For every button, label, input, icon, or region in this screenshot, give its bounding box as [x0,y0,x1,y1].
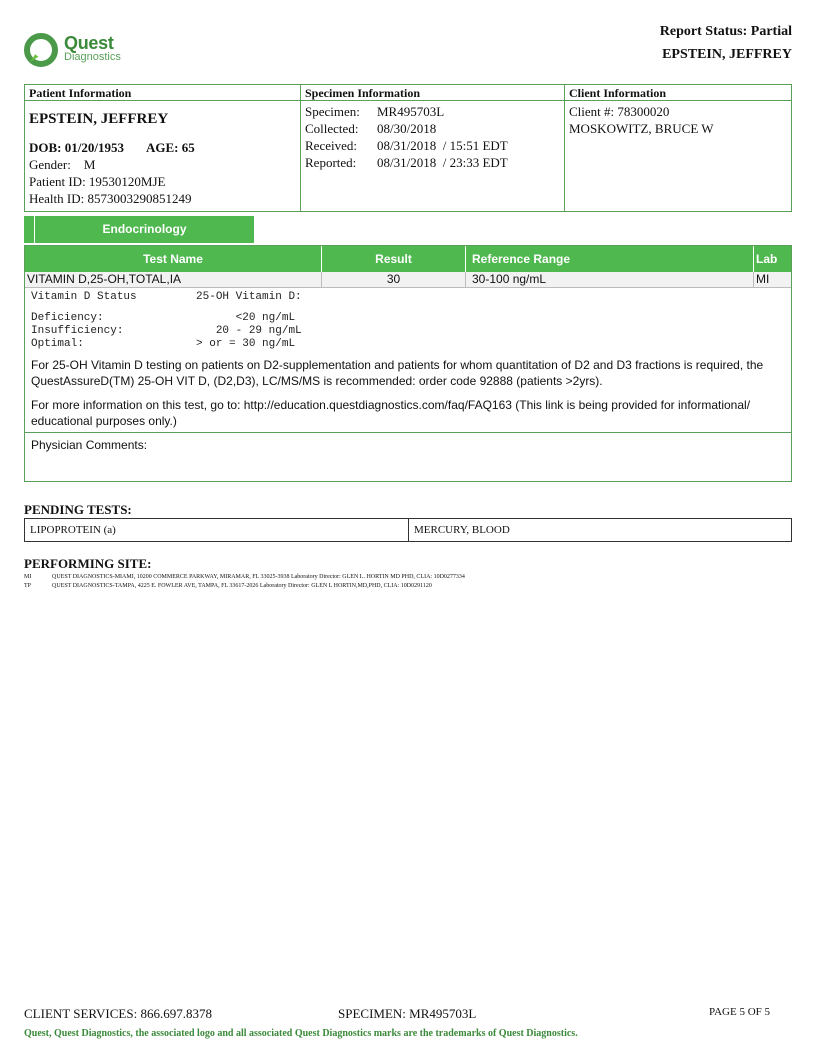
patient-gender: Gender: M [29,157,96,172]
header-patient-name: EPSTEIN, JEFFREY [662,47,792,62]
logo-sub: Diagnostics [64,51,121,63]
section-label: Endocrinology [34,216,254,243]
test-name: VITAMIN D,25-OH,TOTAL,IA [25,272,322,287]
patient-name: EPSTEIN, JEFFREY [29,111,169,127]
client-number: Client #: 78300020 [569,104,670,119]
dob-line [25,128,300,156]
page-number: PAGE 5 OF 5 [709,1006,771,1018]
report-status: Report Status: Partial [659,24,792,39]
client-services: CLIENT SERVICES: 866.697.8378 [24,1006,212,1021]
client-info-header: Client Information [565,85,791,101]
client-name: MOSKOWITZ, BRUCE W [569,121,714,136]
specimen-value: MR495703L [377,104,445,119]
performing-site-title: PERFORMING SITE: [24,556,152,571]
section-tab-endocrinology [24,216,254,243]
range-optimal: Optimal: > or = 30 ng/mL [31,338,296,350]
patient-id: Patient ID: 19530120MJE [29,174,166,189]
quest-logo [24,32,144,68]
pending-test: LIPOPROTEIN (a) [25,519,409,541]
received-label: Received: [305,138,357,153]
test-note-info-link: For more information on this test, go to: http://education.questdiagnostics.com/faq/FAQ163 (This link is being provided for informational/ educational purposes only.) [31,398,751,428]
table-header [25,246,791,272]
site-code: MI [24,574,32,580]
results-table [24,245,792,482]
reported-value: 08/31/2018 / 23:33 EDT [377,155,508,170]
collected-label: Collected: [305,121,359,136]
reported-row [301,154,564,171]
site-text: QUEST DIAGNOSTICS-TAMPA, 4225 E. FOWLER AVE, TAMPA, FL 33617-2026 Laboratory Director: GLEN L HORTIN,MD,PHD, CLIA: 10D0291120 [52,583,432,589]
client-info-panel [565,85,791,211]
test-result: 30 [322,272,466,287]
test-note-d2: For 25-OH Vitamin D testing on patients on D2-supplementation and patients for whom quantitation of D2 and D3 fractions is required, the QuestAssureD(TM) 25-OH VIT D, (D2,D3), LC/MS/MS is recommended: order code 92888 (patients >2yrs). [31,358,764,388]
performing-site-row [24,582,432,590]
range-insufficiency: Insufficiency: 20 - 29 ng/mL [31,325,302,337]
patient-info-panel [25,85,301,211]
vitamin-d-status-line: Vitamin D Status 25-OH Vitamin D: [31,291,302,303]
specimen-row [301,103,564,120]
col-reference-range: Reference Range [466,246,754,272]
specimen-info-panel [301,85,565,211]
patient-dob: DOB: 01/20/1953 [29,140,124,155]
collected-value: 08/30/2018 [377,121,437,136]
test-reference-range: 30-100 ng/mL [466,272,754,287]
col-result: Result [322,246,466,272]
logo-brand: Quest [64,33,114,53]
performing-site-row [24,573,465,581]
collected-row [301,120,564,137]
info-box [24,84,792,212]
received-value: 08/31/2018 / 15:51 EDT [377,138,508,153]
col-lab: Lab [756,252,778,266]
specimen-info-header: Specimen Information [301,85,564,101]
pending-test: MERCURY, BLOOD [414,524,510,536]
col-test-name: Test Name [25,246,322,272]
pending-tests-title: PENDING TESTS: [24,502,132,517]
patient-info-header: Patient Information [25,85,300,101]
patient-age: AGE: 65 [145,140,195,155]
received-row [301,137,564,154]
reported-label: Reported: [305,155,357,170]
health-id: Health ID: 8573003290851249 [29,191,192,206]
table-row [25,272,791,288]
footer-specimen: SPECIMEN: MR495703L [338,1006,477,1021]
specimen-label: Specimen: [305,104,360,119]
site-code: TP [24,583,32,589]
site-text: QUEST DIAGNOSTICS-MIAMI, 10200 COMMERCE PARKWAY, MIRAMAR, FL 33025-3938 Laboratory Director: GLEN L. HORTIN MD PHD, CLIA: 10D0277334 [52,574,465,580]
range-deficiency: Deficiency: <20 ng/mL [31,312,296,324]
pending-tests-box [24,518,792,542]
trademark-notice: Quest, Quest Diagnostics, the associated logo and all associated Quest Diagnostics marks are the trademarks of Quest Diagnostics. [24,1028,578,1039]
physician-comments: Physician Comments: [31,438,148,452]
test-lab: MI [756,272,770,286]
quest-logo-icon [24,32,60,68]
